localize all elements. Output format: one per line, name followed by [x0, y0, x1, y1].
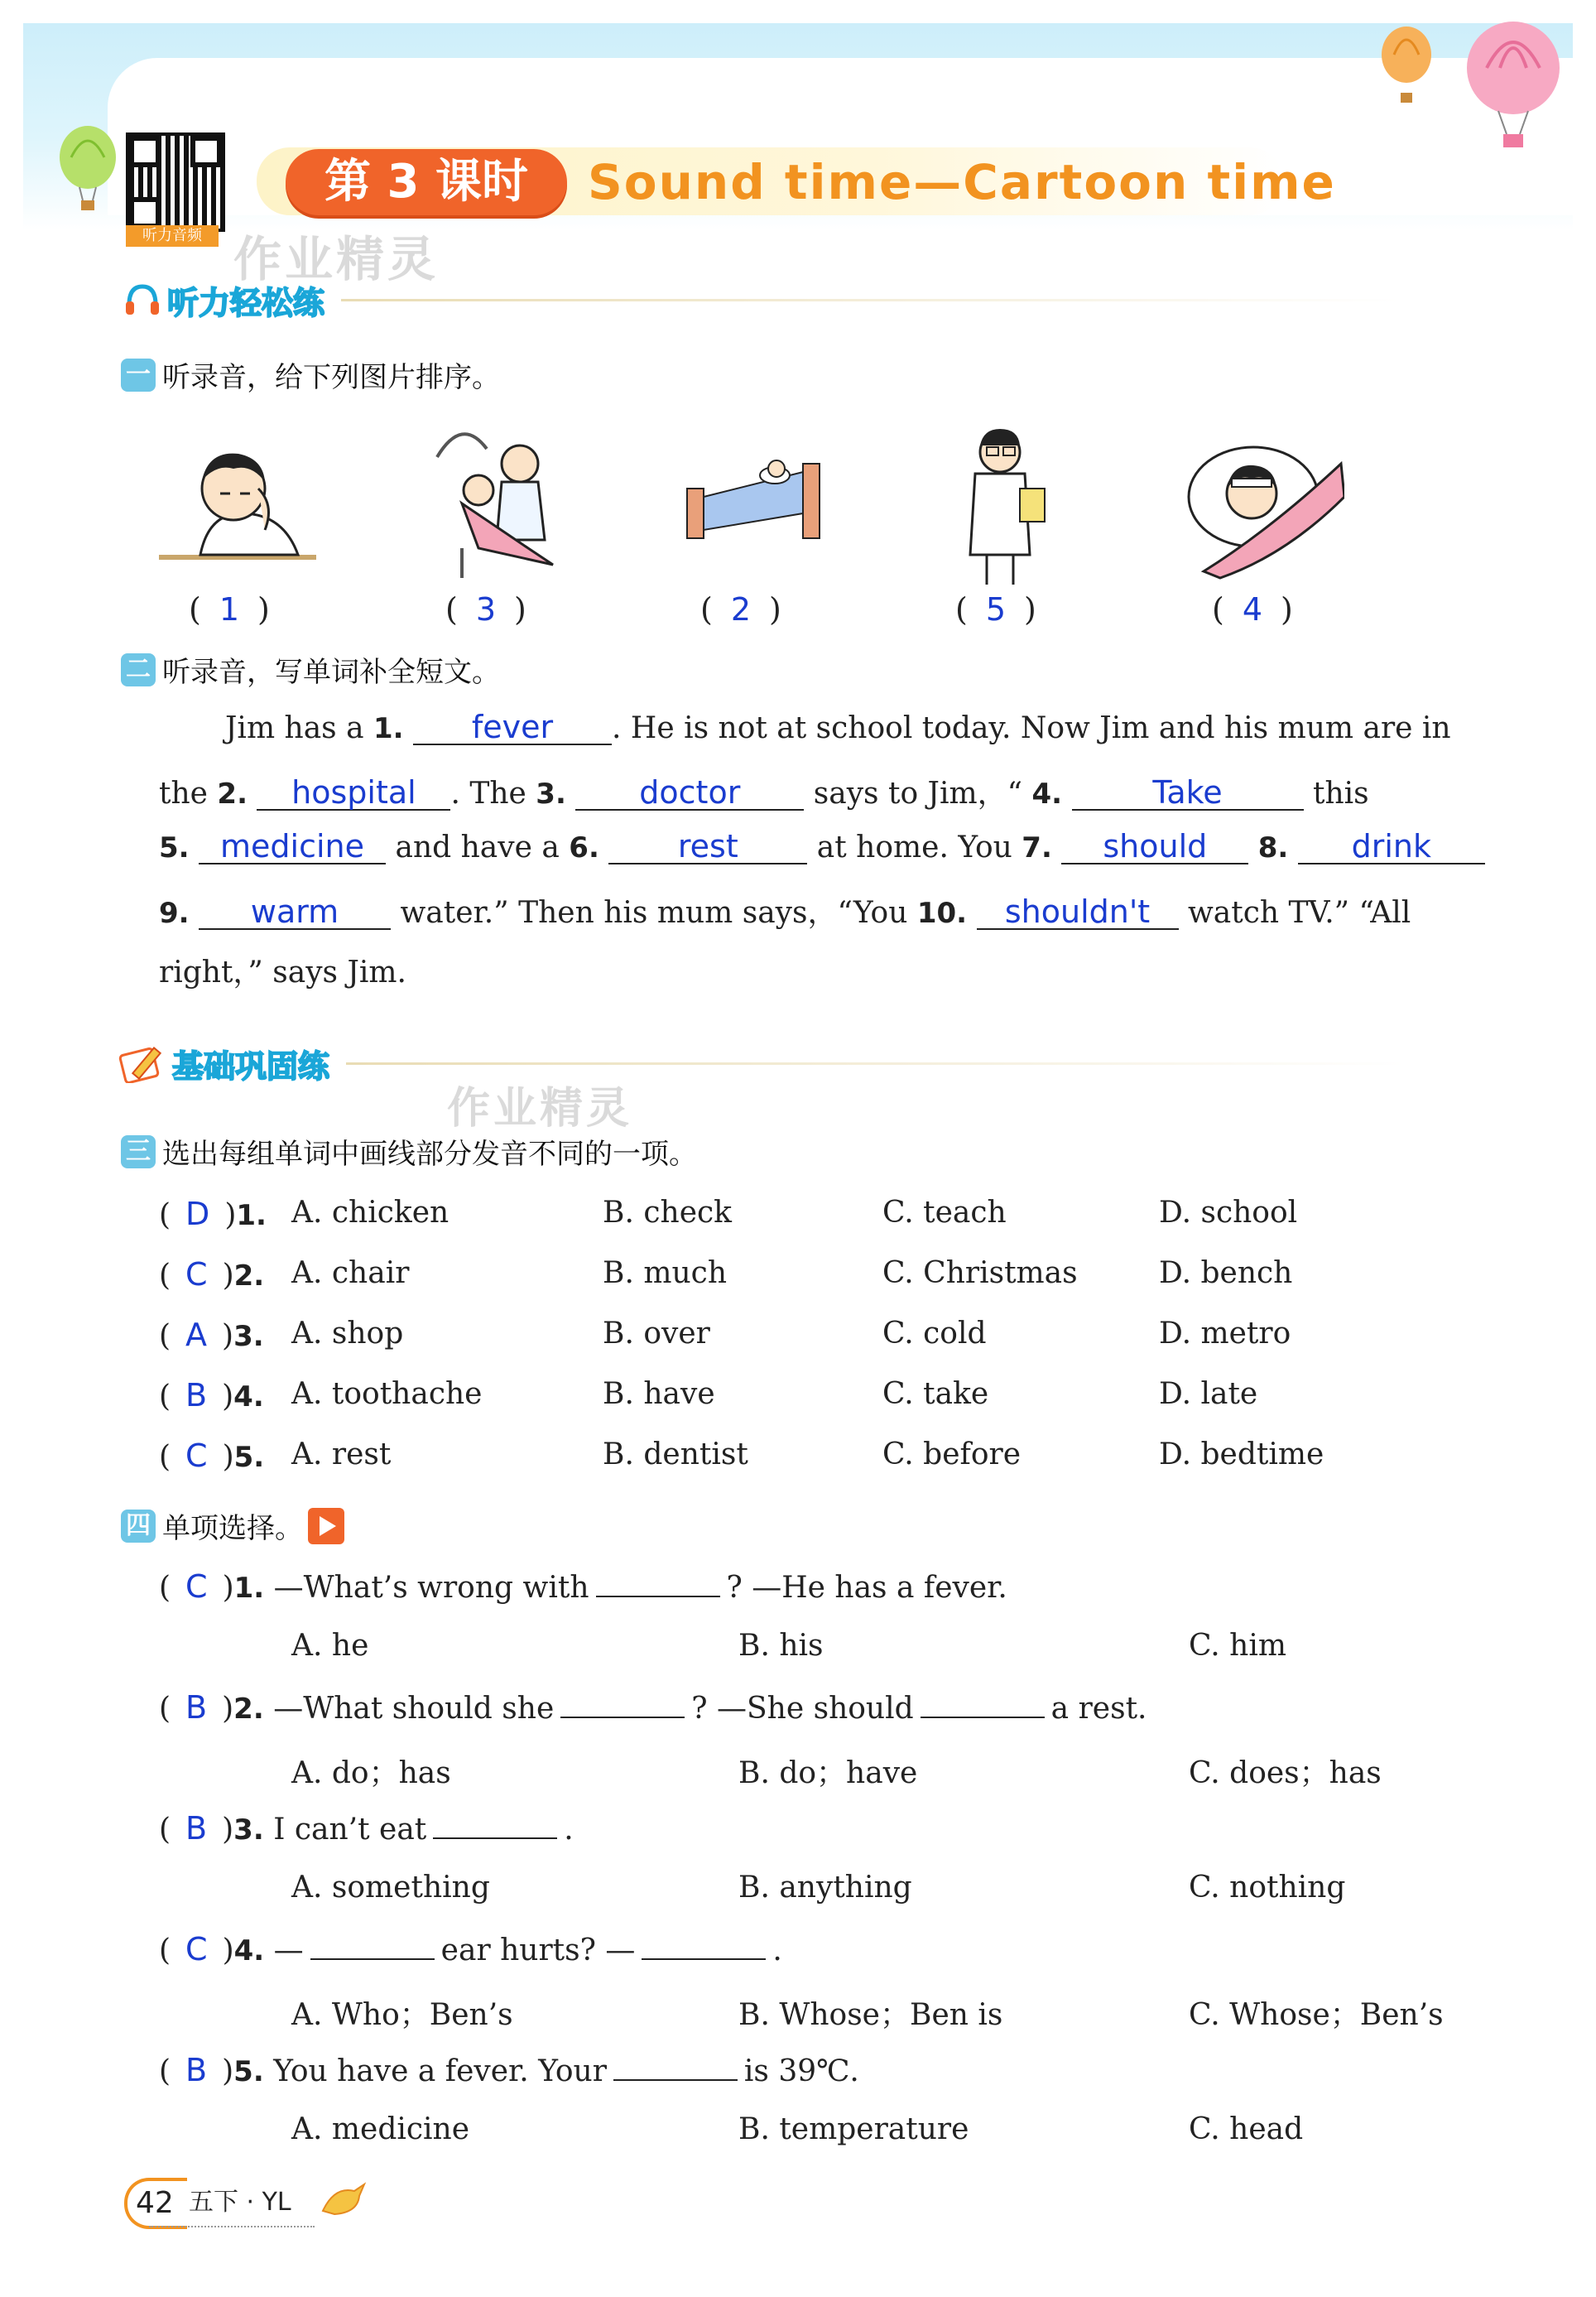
- doctor-icon: [950, 422, 1066, 588]
- q3-option-c: C. cold: [882, 1317, 987, 1351]
- q4-answer[interactable]: B: [185, 1689, 208, 1726]
- q2-instruction: 听录音，写单词补全短文。: [162, 656, 500, 689]
- q4-answer[interactable]: B: [185, 1810, 208, 1847]
- q2-blank-9[interactable]: warm: [199, 895, 391, 930]
- q3-option-a: A. shop: [291, 1317, 404, 1351]
- page-number: 42: [124, 2178, 187, 2229]
- q3-item-3: ( A )3.: [159, 1317, 264, 1353]
- section-listening: [123, 282, 1401, 321]
- q3-answer[interactable]: D: [185, 1196, 210, 1232]
- green-balloon-icon: [55, 124, 121, 215]
- q3-answer[interactable]: C: [185, 1256, 208, 1293]
- answer-blank[interactable]: [310, 1958, 435, 1960]
- q3-item-5: ( C )5.: [159, 1437, 265, 1474]
- q4-option-c: C. does；has: [1189, 1756, 1382, 1790]
- q3-option-d: D. school: [1159, 1196, 1298, 1230]
- section-listening-title: 听力轻松练: [167, 284, 325, 321]
- q2-blank-5[interactable]: medicine: [199, 830, 386, 864]
- q3-option-d: D. metro: [1159, 1317, 1291, 1351]
- q4-option-a: A. do；has: [291, 1756, 451, 1790]
- q1-number: 一: [121, 359, 156, 392]
- q3-heading: [121, 1131, 697, 1172]
- section-divider: [341, 299, 1401, 301]
- answer-blank[interactable]: [433, 1837, 557, 1839]
- q4-item-4: ( C )4. — ear hurts? — .: [159, 1931, 782, 1967]
- section-divider: [346, 1062, 1406, 1065]
- q3-number: 三: [121, 1135, 156, 1168]
- q4-option-c: C. head: [1189, 2112, 1304, 2146]
- answer-blank[interactable]: [642, 1958, 766, 1960]
- q2-line-3: 5. medicine and have a 6. rest at home. You 7. should 8. drink: [159, 830, 1485, 864]
- q3-option-b: B. have: [603, 1377, 715, 1411]
- q4-option-a: A. something: [291, 1871, 490, 1905]
- q3-instruction: 选出每组单词中画线部分发音不同的一项。: [162, 1138, 697, 1171]
- q4-answer[interactable]: B: [185, 2052, 208, 2088]
- q4-item-1: ( C )1. —What’s wrong with ? —He has a fever.: [159, 1568, 1007, 1605]
- qr-code[interactable]: [126, 132, 225, 232]
- qr-label: 听力音频: [126, 225, 219, 247]
- q4-option-b: B. his: [738, 1629, 824, 1663]
- q4-option-c: C. nothing: [1189, 1871, 1346, 1905]
- q2-line-1: Jim has a 1. fever . He is not at school today. Now Jim and his mum are in: [225, 709, 1451, 745]
- q2-line-4: 9. warm water.” Then his mum says，“You 10. shouldn't watch TV.” “All: [159, 893, 1411, 930]
- q2-number: 二: [121, 653, 156, 686]
- q2-blank-3[interactable]: doctor: [575, 776, 804, 811]
- q4-option-c: C. him: [1189, 1629, 1286, 1663]
- q4-item-5: ( B )5. You have a fever. Your is 39℃.: [159, 2052, 859, 2088]
- q3-option-b: B. dentist: [603, 1437, 748, 1471]
- q4-item-2: ( B )2. —What should she ? —She should a rest.: [159, 1689, 1147, 1726]
- headphones-icon: [123, 282, 162, 318]
- q3-item-1: ( D )1.: [159, 1196, 267, 1232]
- bird-icon: [318, 2178, 368, 2219]
- q3-option-a: A. rest: [291, 1437, 392, 1471]
- q3-item-4: ( B )4.: [159, 1377, 264, 1413]
- q4-option-b: B. temperature: [738, 2112, 969, 2146]
- q4-option-a: A. medicine: [291, 2112, 470, 2146]
- grade-label: 五下 · YL: [189, 2188, 291, 2217]
- q1-answer-1: ( 1 ): [189, 591, 270, 628]
- q4-item-3: ( B )3. I can’t eat .: [159, 1810, 574, 1847]
- q2-blank-1[interactable]: fever: [413, 710, 612, 745]
- q3-option-c: C. before: [882, 1437, 1022, 1471]
- q2-blank-2[interactable]: hospital: [257, 776, 450, 811]
- q1-answer-5: ( 4 ): [1212, 591, 1293, 628]
- q2-blank-8[interactable]: drink: [1298, 830, 1485, 864]
- q1-answer-3: ( 2 ): [700, 591, 781, 628]
- q1-heading: [121, 354, 500, 395]
- section-basics-title: 基础巩固练: [172, 1047, 330, 1085]
- lesson-label: 第 3 课时: [286, 149, 567, 215]
- q3-answer[interactable]: A: [185, 1317, 208, 1353]
- q3-answer[interactable]: C: [185, 1437, 208, 1474]
- q4-answer[interactable]: C: [185, 1568, 208, 1605]
- q4-option-c: C. Whose；Ben’s: [1189, 1998, 1444, 2032]
- headache-boy-icon: [159, 439, 316, 563]
- section-basics: [118, 1045, 1406, 1085]
- q4-answer[interactable]: C: [185, 1931, 208, 1967]
- q3-option-a: A. toothache: [291, 1377, 483, 1411]
- pencil-notebook-icon: [118, 1043, 167, 1083]
- answer-blank[interactable]: [596, 1596, 720, 1597]
- bed-icon: [679, 447, 828, 547]
- play-icon[interactable]: [308, 1508, 344, 1544]
- watermark: 作业精灵: [233, 231, 440, 287]
- q4-option-b: B. Whose；Ben is: [738, 1998, 1003, 2032]
- q2-blank-4[interactable]: Take: [1072, 776, 1304, 811]
- q3-option-b: B. much: [603, 1256, 728, 1290]
- lesson-title: Sound time—Cartoon time: [588, 154, 1336, 210]
- q2-line-5: right，” says Jim.: [159, 956, 406, 990]
- q2-line-2: the 2. hospital . The 3. doctor says to Jim，“ 4. Take this: [159, 774, 1369, 811]
- watermark: 作业精灵: [447, 1084, 633, 1134]
- q1-answer-4: ( 5 ): [955, 591, 1036, 628]
- q1-instruction: 听录音，给下列图片排序。: [162, 361, 500, 394]
- dentist-icon: [429, 424, 570, 581]
- q2-blank-6[interactable]: rest: [608, 830, 807, 864]
- pink-balloon-icon: [1462, 20, 1565, 152]
- q4-number: 四: [121, 1510, 156, 1543]
- q3-option-d: D. bench: [1159, 1256, 1293, 1290]
- q4-option-a: A. Who；Ben’s: [291, 1998, 513, 2032]
- q1-answer-2: ( 3 ): [445, 591, 526, 628]
- q2-blank-7[interactable]: should: [1061, 830, 1248, 864]
- q3-option-c: C. Christmas: [882, 1256, 1078, 1290]
- q3-option-c: C. teach: [882, 1196, 1007, 1230]
- q4-instruction: 单项选择。: [162, 1512, 303, 1545]
- q2-blank-10[interactable]: shouldn't: [977, 895, 1179, 930]
- orange-balloon-icon: [1377, 25, 1435, 108]
- q3-answer[interactable]: B: [185, 1377, 208, 1413]
- q3-option-a: A. chicken: [291, 1196, 449, 1230]
- q3-option-d: D. bedtime: [1159, 1437, 1324, 1471]
- q3-item-2: ( C )2.: [159, 1256, 265, 1293]
- q3-option-c: C. take: [882, 1377, 989, 1411]
- q3-option-a: A. chair: [291, 1256, 410, 1290]
- q2-heading: [121, 649, 500, 690]
- sick-girl-icon: [1187, 431, 1344, 580]
- footer-divider: [149, 2226, 315, 2227]
- q4-heading: [121, 1505, 344, 1546]
- q4-option-b: B. anything: [738, 1871, 912, 1905]
- q3-option-d: D. late: [1159, 1377, 1258, 1411]
- q3-option-b: B. over: [603, 1317, 710, 1351]
- q4-option-a: A. he: [291, 1629, 369, 1663]
- answer-blank[interactable]: [921, 1717, 1045, 1718]
- answer-blank[interactable]: [560, 1717, 685, 1718]
- answer-blank[interactable]: [613, 2079, 738, 2081]
- q4-option-b: B. do；have: [738, 1756, 918, 1790]
- q3-option-b: B. check: [603, 1196, 732, 1230]
